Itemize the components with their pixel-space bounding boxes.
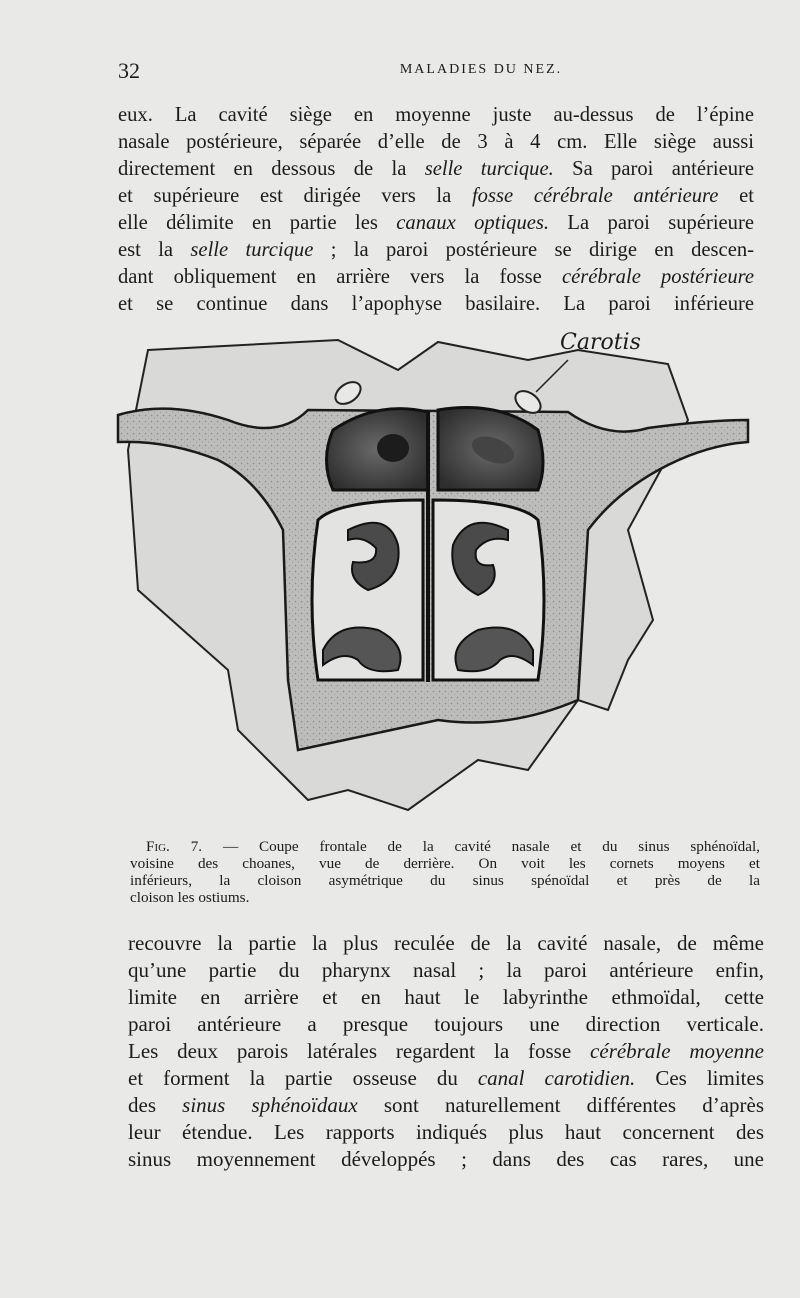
text-line: recouvre la partie la plus reculée de la cavité nasale, de même: [128, 931, 764, 955]
page-number: 32: [118, 58, 140, 83]
text-line: et forment la partie osseuse du canal carotidien. Ces limites: [128, 1066, 765, 1090]
figure-number: Fig. 7.: [146, 838, 203, 855]
caption-line: Fig. 7. — Coupe frontale de la cavité nasale et du sinus sphénoïdal,: [146, 838, 760, 855]
italic-term: cérébrale moyenne: [590, 1039, 764, 1063]
text-line: eux. La cavité siège en moyenne juste au-dessus de l’épine: [118, 104, 754, 126]
text-line: qu’une partie du pharynx nasal ; la paroi antérieure enfin,: [128, 958, 764, 982]
italic-term: canal carotidien.: [477, 1066, 636, 1090]
text-line: des sinus sphénoïdaux sont naturellement différentes d’après: [128, 1093, 764, 1117]
text-line: est la selle turcique ; la paroi postérieure se dirige en descen-: [118, 239, 754, 261]
anatomical-figure: [108, 330, 768, 830]
caption-line: voisine des choanes, vue de derrière. On voit les cornets moyens et: [130, 855, 760, 872]
text-line: dant obliquement en arrière vers la fosse cérébrale postérieure: [118, 266, 755, 288]
text-line: et supérieure est dirigée vers la fosse cérébrale antérieure et: [118, 185, 754, 207]
text-line: directement en dessous de la selle turcique. Sa paroi antérieure: [118, 158, 755, 180]
text-line: leur étendue. Les rapports indiqués plus haut concernent des: [128, 1120, 764, 1144]
text-line: paroi antérieure a presque toujours une direction verticale.: [128, 1012, 764, 1036]
page-header: [118, 58, 764, 88]
caption-line: cloison les ostiums.: [130, 889, 250, 906]
text-line: sinus moyennement développés ; dans des cas rares, une: [128, 1147, 764, 1171]
carotis-label: Carotis: [560, 330, 641, 355]
figure-caption: [130, 838, 760, 906]
text-line: nasale postérieure, séparée d’elle de 3 à 4 cm. Elle siège aussi: [118, 131, 754, 153]
running-head: MALADIES DU NEZ.: [399, 62, 563, 77]
paragraph-top: [118, 102, 754, 318]
italic-term: selle turcique.: [424, 158, 554, 180]
italic-term: canaux optiques.: [396, 212, 550, 234]
italic-term: cérébrale postérieure: [561, 266, 755, 288]
text-line: elle délimite en partie les canaux optiques. La paroi supérieure: [118, 212, 754, 234]
italic-term: sinus sphénoïdaux: [182, 1093, 358, 1117]
italic-term: selle turcique: [190, 239, 314, 261]
sphenoid-section-drawing: [108, 330, 768, 830]
text-line: et se continue dans l’apophyse basilaire. La paroi inférieure: [118, 293, 754, 315]
italic-term: fosse cérébrale antérieure: [471, 185, 719, 207]
caption-line: inférieurs, la cloison asymétrique du sinus spénoïdal et près de la: [130, 872, 760, 889]
paragraph-bottom: [128, 930, 764, 1173]
text-line: Les deux parois latérales regardent la fosse cérébrale moyenne: [128, 1039, 764, 1063]
text-line: limite en arrière et en haut le labyrinthe ethmoïdal, cette: [128, 985, 764, 1009]
